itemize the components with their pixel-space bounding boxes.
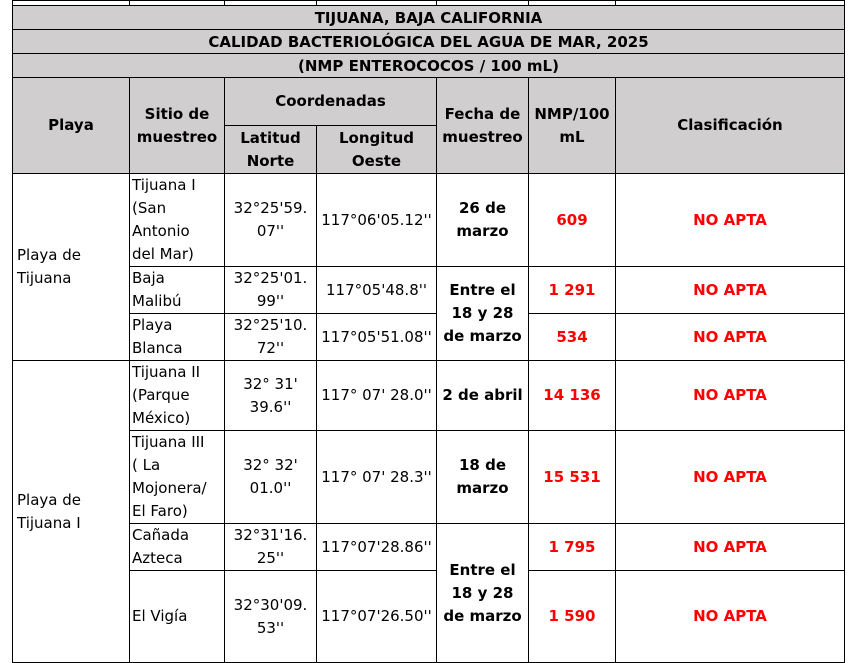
sample-date: Entre el 18 y 28 de marzo — [437, 524, 529, 663]
classification: NO APTA — [616, 524, 845, 571]
header-row-1 — [13, 78, 845, 126]
site-name: El Vigía — [130, 571, 225, 663]
sample-date: Entre el 18 y 28 de marzo — [437, 267, 529, 361]
longitude: 117°05'48.8'' — [317, 267, 437, 314]
latitude: 32° 32' 01.0'' — [225, 431, 317, 524]
site-name: Playa Blanca — [130, 314, 225, 361]
longitude: 117°07'28.86'' — [317, 524, 437, 571]
header-playa: Playa — [13, 78, 130, 174]
site-name: Tijuana I (San Antonio del Mar) — [130, 174, 225, 267]
beach-name: Playa de Tijuana I — [13, 361, 130, 663]
classification: NO APTA — [616, 361, 845, 431]
classification: NO APTA — [616, 571, 845, 663]
longitude: 117°07'26.50'' — [317, 571, 437, 663]
nmp-value: 1 590 — [529, 571, 616, 663]
longitude: 117°05'51.08'' — [317, 314, 437, 361]
site-name: Baja Malibú — [130, 267, 225, 314]
water-quality-table — [12, 0, 845, 663]
latitude: 32° 31' 39.6'' — [225, 361, 317, 431]
latitude: 32°25'59. 07'' — [225, 174, 317, 267]
header-nmp: NMP/100 mL — [529, 78, 616, 174]
site-name: Tijuana III ( La Mojonera/ El Faro) — [130, 431, 225, 524]
site-name: Tijuana II (Parque México) — [130, 361, 225, 431]
sample-date: 26 de marzo — [437, 174, 529, 267]
sample-date: 18 de marzo — [437, 431, 529, 524]
header-coordenadas: Coordenadas — [225, 78, 437, 126]
nmp-value: 1 291 — [529, 267, 616, 314]
table-title: TIJUANA, BAJA CALIFORNIA — [13, 6, 845, 30]
title-row-2 — [13, 30, 845, 54]
header-fecha: Fecha de muestreo — [437, 78, 529, 174]
latitude: 32°25'10. 72'' — [225, 314, 317, 361]
table-row — [13, 431, 845, 524]
longitude: 117°06'05.12'' — [317, 174, 437, 267]
nmp-value: 15 531 — [529, 431, 616, 524]
title-row-1 — [13, 6, 845, 30]
table-subtitle: CALIDAD BACTERIOLÓGICA DEL AGUA DE MAR, 2025 — [13, 30, 845, 54]
longitude: 117° 07' 28.3'' — [317, 431, 437, 524]
header-sitio: Sitio de muestreo — [130, 78, 225, 174]
classification: NO APTA — [616, 174, 845, 267]
beach-name: Playa de Tijuana — [13, 174, 130, 361]
nmp-value: 534 — [529, 314, 616, 361]
header-latitud: Latitud Norte — [225, 126, 317, 174]
nmp-value: 14 136 — [529, 361, 616, 431]
latitude: 32°30'09. 53'' — [225, 571, 317, 663]
classification: NO APTA — [616, 431, 845, 524]
table-row — [13, 361, 845, 431]
title-row-3 — [13, 54, 845, 78]
table-units: (NMP ENTEROCOCOS / 100 mL) — [13, 54, 845, 78]
water-quality-table-container — [12, 0, 845, 663]
table-row — [13, 267, 845, 314]
classification: NO APTA — [616, 314, 845, 361]
header-clasificacion: Clasificación — [616, 78, 845, 174]
latitude: 32°25'01. 99'' — [225, 267, 317, 314]
classification: NO APTA — [616, 267, 845, 314]
header-longitud: Longitud Oeste — [317, 126, 437, 174]
table-row — [13, 524, 845, 571]
sample-date: 2 de abril — [437, 361, 529, 431]
table-row — [13, 314, 845, 361]
table-row — [13, 174, 845, 267]
site-name: Cañada Azteca — [130, 524, 225, 571]
latitude: 32°31'16. 25'' — [225, 524, 317, 571]
nmp-value: 1 795 — [529, 524, 616, 571]
nmp-value: 609 — [529, 174, 616, 267]
longitude: 117° 07' 28.0'' — [317, 361, 437, 431]
table-row — [13, 571, 845, 663]
